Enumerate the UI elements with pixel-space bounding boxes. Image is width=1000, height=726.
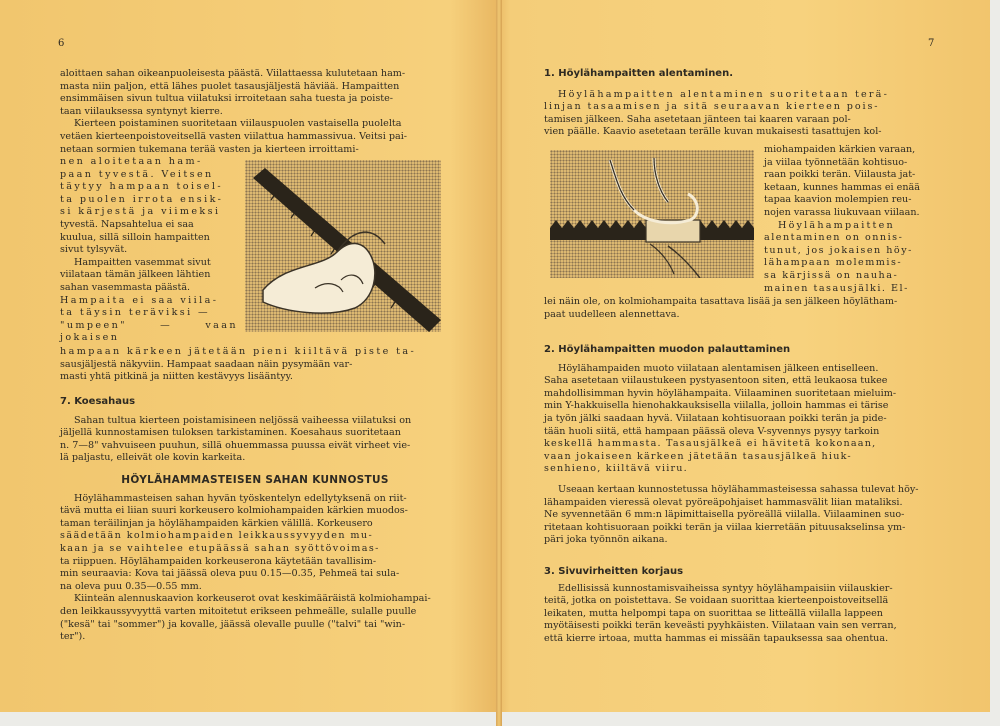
text-line: tävä mutta ei liian suuri korkeusero kolmiohampaiden kärkien muodos- [60,505,408,517]
text-line: Kierteen poistaminen suoritetaan viilauspuolen vastaisella puolelta [74,118,402,130]
text-line: lei näin ole, on kolmiohampaita tasattava lisää ja sen jälkeen höylätham- [544,296,898,307]
text-line: Useaan kertaan kunnostetussa höylähammasteisessa sahassa tulevat höy- [558,483,919,495]
text-line: ter"). [60,631,86,643]
text-line: myötäisesti poikki terän keveästi pyyhkäisten. Viilataan vain sen verran, [544,620,897,632]
section-heading: 7. Koesahaus [60,396,136,407]
text-line: Hampaita ei saa viila- [60,294,219,306]
hand-holding-knife-on-saw-figure-icon [245,160,441,332]
text-line: kaan ja se vaihtelee etupäässä sahan syöttövoimas- [60,542,380,554]
section-7 [60,396,450,465]
text-line: vien päälle. Kaavio asetetaan terälle kuvan mukaisesti tasattujen kol- [544,126,882,138]
text-line: mahdollisimman hyvin höylähampaita. Viilaaminen suoritetaan mieluim- [544,387,897,399]
text-line: Kiinteän alennuskaavion korkeuserot ovat keskimääräistä kolmiohampai- [74,593,431,605]
text-line: den leikkaussyvyyttä varten mitoitetut erikseen pehmeälle, sulalle puulle [60,605,417,617]
text-line: päri joka työnnön aikana. [544,534,668,546]
figure-drawing [550,150,754,278]
text-line: min seuraavia: Kova tai jäässä oleva puu 0.15—0.35, Pehmeä tai sula- [60,568,400,580]
wrap-block [60,156,238,345]
text-line: masta niin paljon, että lähes puolet tasausjäljestä häviää. Hampaitten [60,80,400,92]
left-page [0,0,496,726]
text-line: Sahan tultua kierteen poistamisineen neljössä vaiheessa viilatuksi on [74,414,412,426]
section-heading: 1. Höylähampaitten alentaminen. [544,68,734,79]
text-line: Edellisissä kunnostamisvaiheissa syntyy höylähampaisiin viilauskier- [558,582,893,594]
section-1-after [544,296,936,321]
section-1-wrap [764,144,936,295]
text-line: hampaan kärkeen jätetään pieni kiiltävä piste ta- [60,346,417,357]
text-line: Saha asetetaan viilaustukeen pystyasentoon siten, että leukaosa tukee [544,375,888,387]
text-line: sausjäljestä näkyviin. Hampaat saadaan näin pysymään var- [60,358,353,370]
text-line: taman teräilinjan ja höylähampaiden kärkien välillä. Korkeusero [60,517,373,529]
section-2 [544,344,936,547]
text-line: Höylähampaitten alentaminen suoritetaan terä- [558,88,890,100]
text-line: lähampaiden vieressä olevat pyöreäpohjaiset hammasvälit liian mataliksi. [544,496,903,508]
section-1-top [544,68,936,139]
text-line: mainen tasausjälki. El- [764,282,909,294]
text-line: tyvestä. Napsahtelua ei saa [60,218,194,230]
text-line: sahan vasemmasta päästä. [60,281,191,293]
text-line: masti yhtä pitkinä ja niitten kestävyys lisääntyy. [60,371,293,383]
section-heading: 3. Sivuvirheitten korjaus [544,566,684,577]
text-line: Hampaitten vasemmat sivut [74,256,211,268]
text-line: na oleva puu 0.35—0.55 mm. [60,580,202,592]
text-line: tunut, jos jokaisen höy- [764,244,913,256]
text-line: jäljellä kunnostamisen tuloksen tarkistaminen. Koesahaus suoritetaan [60,427,401,439]
text-line: paat uudelleen alennettava. [544,308,680,320]
text-line: senhieno, kiiltävä viiru. [544,463,688,475]
text-line: Höylähammasteisen sahan hyvän työskentelyn edellytyksenä on riit- [74,492,407,504]
main-section [60,474,450,644]
text-line: viilataan tämän jälkeen lähtien [60,269,211,281]
figure-drawing [245,160,441,332]
text-line: alentaminen on onnis- [764,232,904,244]
text-line: sivut tylsyvät. [60,244,128,256]
text-line: "umpeen" — vaan jokaisen [60,319,238,344]
text-line: ja viilaa työnnetään kohtisuo- [764,156,908,168]
text-line: ritetaan kohtisuoraan poikki terän ja viilaa kierretään pituusakselinsa ym- [544,521,906,533]
text-line: sa kärjissä on nauha- [764,269,899,281]
text-line: teitä, jotka on poistettava. Se voidaan suorittaa kierteenpoistoveitsellä [544,595,889,607]
text-line: Ne syvennetään 6 mm:n läpimittaisella pyöreällä viilalla. Viilaaminen suo- [544,509,905,521]
text-line: leikaten, mutta helpompi tapa on suorittaa se litteällä viilalla lappeen [544,607,883,619]
text-line: lä paljastu, elleivät ole kovin karkeita. [60,452,246,464]
text-line: ("kesä" tai "sommer") ja kovalle, jäässä olevalle puulle ("talvi" tai "win- [60,618,406,630]
text-line: lähampaan molemmis- [764,257,903,269]
intro-block [60,68,450,156]
main-heading: HÖYLÄHAMMASTEISEN SAHAN KUNNOSTUS [121,474,389,486]
text-line: ta puolen irrota ensik- [60,193,224,205]
text-line: taan viilauksessa syntynyt kierre. [60,105,223,117]
text-line: tapaa kaavion molempien reu- [764,194,912,206]
text-line: tään huoli siitä, että hampaan päässä oleva V-syvennys pysyy tarkoin [544,425,880,437]
text-line: min Y-hakkuisella hienohakkauksisella viilalla, jolloin hammas ei tärise [544,400,889,412]
after-wrap-block [60,346,450,384]
text-line: nojen varassa liukuvaan viilaan. [764,206,920,218]
section-3 [544,566,936,646]
text-line: vetäen kierteenpoistoveitsellä vasten viilattua hammassivua. Veitsi pai- [60,130,408,142]
text-line: paan tyvestä. Veitsen [60,168,214,180]
text-line: si kärjestä ja viimeksi [60,206,221,218]
hand-filing-saw-with-gauge-figure-icon [550,150,754,278]
text-line: aloittaen sahan oikeanpuoleisesta päästä. Viilattaessa kulutetaan ham- [60,68,406,79]
section-heading: 2. Höylähampaitten muodon palauttaminen [544,344,791,355]
text-line: Höylähampaitten [778,219,895,231]
text-line: raan poikki terän. Viilausta jat- [764,169,916,181]
text-line: linjan tasaamisen ja sitä seuraavan kierteen pois- [544,101,880,113]
text-line: kuulua, sillä silloin hampaitten [60,231,210,243]
text-line: netaan sormien tukemana terää vasten ja kierteen irroittami- [60,143,359,155]
text-line: täytyy hampaan toisel- [60,181,223,193]
text-line: ja työn jälki saadaan hyvä. Viilataan kohtisuoraan poikki terän ja pide- [544,412,887,424]
text-line: miohampaiden kärkien varaan, [764,144,916,155]
text-line: säädetään kolmiohampaiden leikkaussyvyyden mu- [60,530,374,542]
text-line: Höylähampaiden muoto viilataan alentamisen jälkeen entiselleen. [558,362,879,374]
text-line: nen aloitetaan ham- [60,156,203,167]
text-line: vaan jokaiseen kärkeen jätetään tasausjälkeä hiuk- [544,450,852,462]
text-line: ensimmäisen sivun tultua viilatuksi irroitetaan saha tuesta ja poiste- [60,93,394,105]
text-line: ta riippuen. Höylähampaiden korkeuserona käytetään tavallisim- [60,555,377,567]
text-line: ketaan, kunnes hammas ei enää [764,181,920,193]
text-line: että kierre irtoaa, mutta hammas ei missään tapauksessa saa ohentua. [544,632,889,644]
text-line: keskellä hammasta. Tasausjälkeä ei hävitetä kokonaan, [544,438,877,450]
page-number: 6 [58,38,65,49]
text-line: n. 7—8" vahvuiseen puuhun, sillä ohuemmassa puussa eivät virheet vie- [60,439,411,451]
right-page [500,0,1000,726]
page-number: 7 [928,38,935,49]
text-line: tamisen jälkeen. Saha asetetaan jänteen tai kaaren varaan pol- [544,113,851,125]
text-line: ta täysin teräviksi — [60,307,211,319]
